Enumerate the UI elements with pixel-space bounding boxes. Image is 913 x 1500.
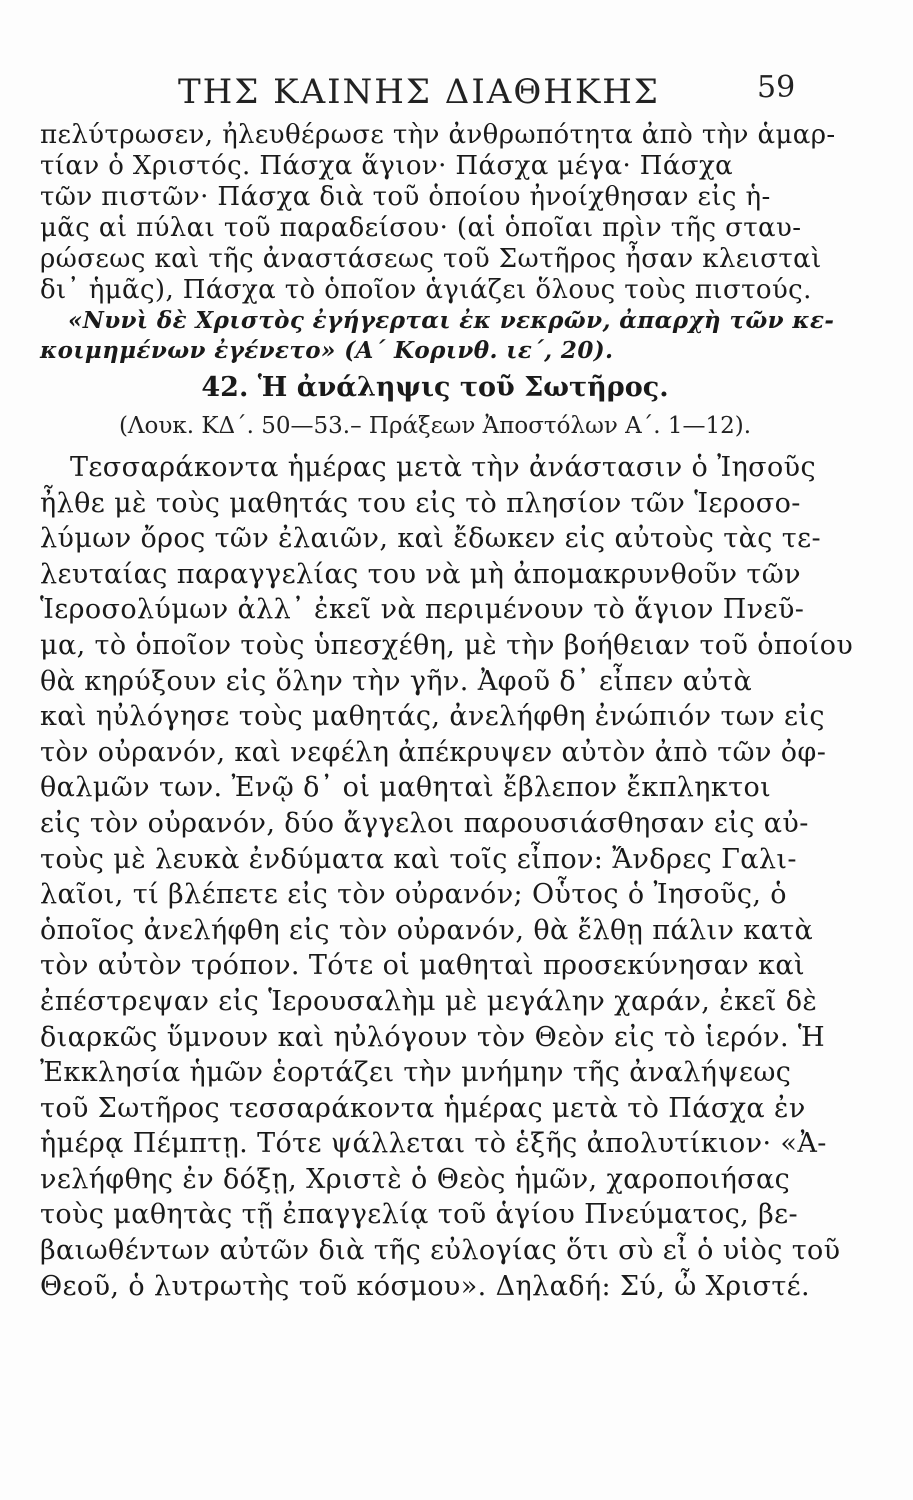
text-line: ἦλθε μὲ τοὺς μαθητάς του εἰς τὸ πλησίον τῶν Ἱεροσο- bbox=[40, 487, 801, 519]
text-line: μᾶς αἱ πύλαι τοῦ παραδείσου· (αἱ ὁποῖαι πρὶν τῆς σταυ- bbox=[40, 213, 802, 243]
text-line: Ἐκκλησία ἡμῶν ἑορτάζει τὴν μνήμην τῆς ἀναλήψεως bbox=[40, 1057, 792, 1089]
text-line: ἐπέστρεψαν εἰς Ἱερουσαλὴμ μὲ μεγάλην χαράν, ἐκεῖ δὲ bbox=[40, 985, 818, 1017]
text-line: τὸν οὐρανόν, καὶ νεφέλη ἀπέκρυψεν αὐτὸν ἀπὸ τῶν ὀφ- bbox=[40, 736, 827, 768]
text-line: ὁποῖος ἀνελήφθη εἰς τὸν οὐρανόν, θὰ ἔλθῃ πάλιν κατὰ bbox=[40, 914, 814, 946]
intro-text bbox=[40, 120, 836, 306]
scripture-quote bbox=[40, 306, 835, 366]
text-line: λύμων ὄρος τῶν ἐλαιῶν, καὶ ἔδωκεν εἰς αὐτοὺς τὰς τε- bbox=[40, 523, 821, 555]
text-line: ρώσεως καὶ τῆς ἀναστάσεως τοῦ Σωτῆρος ἦσαν κλεισταὶ bbox=[40, 244, 822, 274]
text-line: πελύτρωσεν, ἠλευθέρωσε τὴν ἀνθρωπότητα ἀπὸ τὴν ἁμαρ- bbox=[40, 120, 836, 150]
running-title: ΤΗΣ ΚΑΙΝΗΣ ΔΙΑΘΗΚΗΣ bbox=[178, 72, 660, 112]
text-line: εἰς τὸν οὐρανόν, δύο ἄγγελοι παρουσιάσθησαν εἰς αὐ- bbox=[40, 807, 809, 839]
page-header bbox=[0, 72, 913, 122]
text-line: μα, τὸ ὁποῖον τοὺς ὑπεσχέθη, μὲ τὴν βοήθειαν τοῦ ὁποίου bbox=[40, 629, 854, 661]
text-line: τὸν αὐτὸν τρόπον. Τότε οἱ μαθηταὶ προσεκύνησαν καὶ bbox=[40, 950, 805, 982]
main-paragraph bbox=[40, 450, 854, 1304]
text-line: τῶν πιστῶν· Πάσχα διὰ τοῦ ὁποίου ἠνοίχθησαν εἰς ἡ- bbox=[40, 182, 771, 212]
text-line: λευταίας παραγγελίας του νὰ μὴ ἀπομακρυνθοῦν τῶν bbox=[40, 558, 801, 590]
text-line: ἡμέρᾳ Πέμπτῃ. Τότε ψάλλεται τὸ ἑξῆς ἀπολυτίκιον· «Ἀ- bbox=[40, 1128, 827, 1160]
quote-line: «Νυνὶ δὲ Χριστὸς ἐγήγερται ἐκ νεκρῶν, ἀπαρχὴ τῶν κε- bbox=[68, 307, 835, 334]
section-reference: (Λουκ. ΚΔ΄. 50—53.– Πράξεων Ἀποστόλων Α΄. 1—12). bbox=[118, 413, 752, 439]
page-body bbox=[40, 120, 854, 1304]
page-number: 59 bbox=[757, 70, 796, 105]
section-heading: 42. Ἡ ἀνάληψις τοῦ Σωτῆρος. bbox=[201, 372, 669, 403]
text-line: θὰ κηρύξουν εἰς ὅλην τὴν γῆν. Ἀφοῦ δ᾿ εἶπεν αὐτὰ bbox=[40, 665, 753, 697]
text-line: βαιωθέντων αὐτῶν διὰ τῆς εὐλογίας ὅτι σὺ εἶ ὁ υἱὸς τοῦ bbox=[40, 1235, 841, 1267]
text-line: τοὺς μὲ λευκὰ ἐνδύματα καὶ τοῖς εἶπον: Ἄνδρες Γαλι- bbox=[40, 843, 797, 875]
text-line: δι᾿ ἡμᾶς), Πάσχα τὸ ὁποῖον ἁγιάζει ὅλους τοὺς πιστούς. bbox=[40, 275, 812, 305]
text-line: τοὺς μαθητὰς τῇ ἐπαγγελίᾳ τοῦ ἁγίου Πνεύματος, βε- bbox=[40, 1199, 799, 1231]
text-line: Τεσσαράκοντα ἡμέρας μετὰ τὴν ἀνάστασιν ὁ Ἰησοῦς bbox=[70, 452, 817, 483]
text-line: Θεοῦ, ὁ λυτρωτὴς τοῦ κόσμου». Δηλαδή: Σύ, ὦ Χριστέ. bbox=[40, 1270, 811, 1302]
text-line: τίαν ὁ Χριστός. Πάσχα ἅγιον· Πάσχα μέγα· Πάσχα bbox=[40, 151, 734, 181]
text-line: Ἱεροσολύμων ἀλλ᾿ ἐκεῖ νὰ περιμένουν τὸ ἅγιον Πνεῦ- bbox=[40, 594, 805, 626]
text-line: καὶ ηὐλόγησε τοὺς μαθητάς, ἀνελήφθη ἐνώπιόν των εἰς bbox=[40, 701, 825, 733]
quote-line: κοιμημένων ἐγένετο» (Α΄ Κορινθ. ιε΄, 20). bbox=[40, 337, 614, 364]
text-line: τοῦ Σωτῆρος τεσσαράκοντα ἡμέρας μετὰ τὸ Πάσχα ἐν bbox=[40, 1092, 806, 1124]
text-line: λαῖοι, τί βλέπετε εἰς τὸν οὐρανόν; Οὗτος ὁ Ἰησοῦς, ὁ bbox=[40, 879, 787, 911]
text-line: θαλμῶν των. Ἐνῷ δ᾿ οἱ μαθηταὶ ἔβλεπον ἔκπληκτοι bbox=[40, 772, 772, 804]
text-line: νελήφθης ἐν δόξῃ, Χριστὲ ὁ Θεὸς ἡμῶν, χαροποιήσας bbox=[40, 1163, 791, 1195]
text-line: διαρκῶς ὕμνουν καὶ ηὐλόγουν τὸν Θεὸν εἰς τὸ ἱερόν. Ἡ bbox=[40, 1021, 826, 1053]
